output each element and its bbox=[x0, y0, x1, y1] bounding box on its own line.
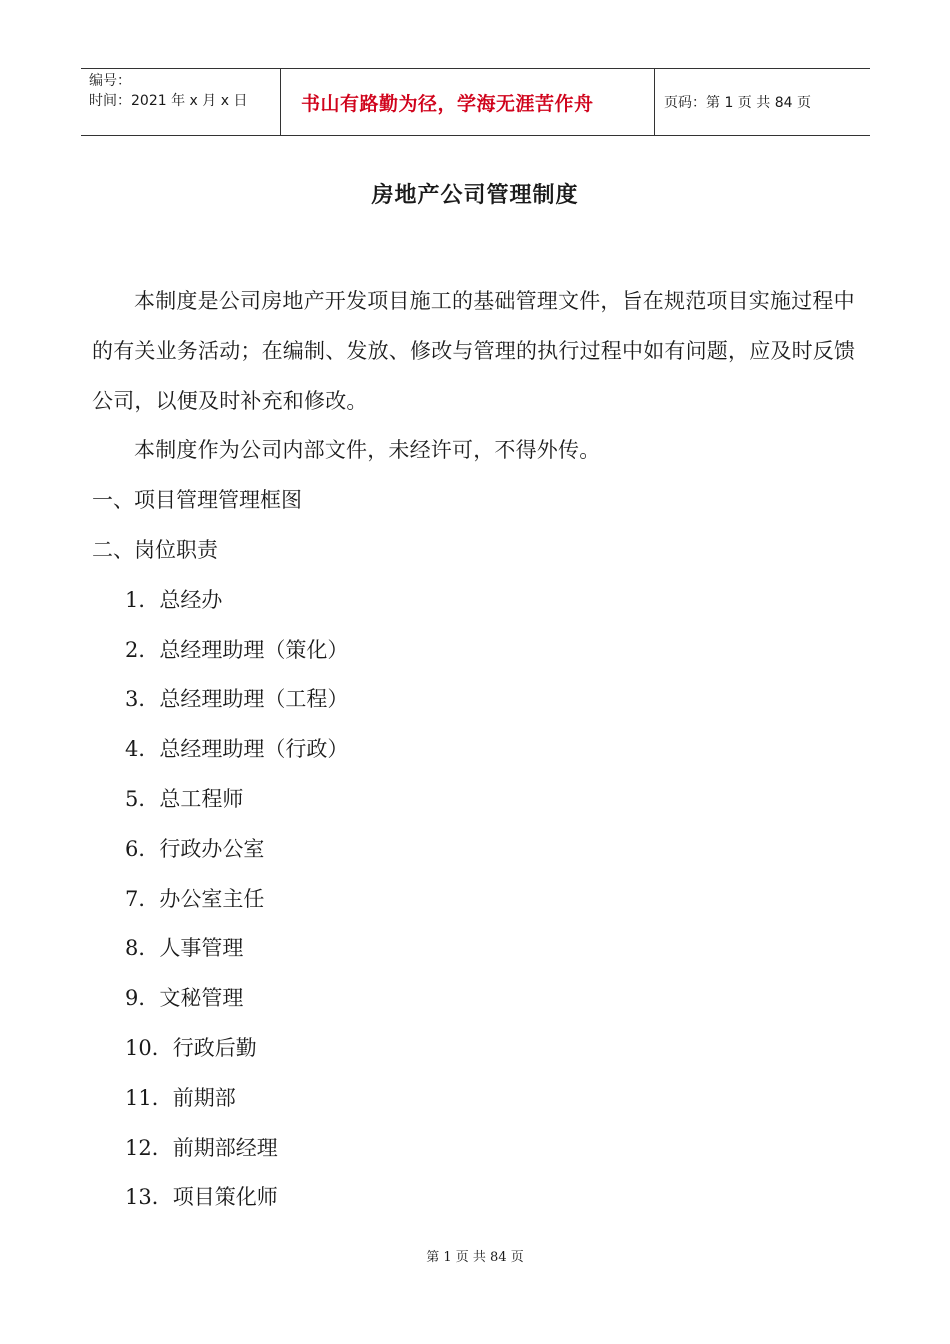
list-item: 3．总经理助理（工程） bbox=[125, 687, 349, 712]
list-item: 1．总经办 bbox=[125, 587, 223, 612]
header-motto-cell bbox=[281, 69, 655, 135]
list-item: 2．总经理助理（策化） bbox=[125, 637, 349, 662]
list-item: 6．行政办公室 bbox=[125, 836, 265, 861]
header-meta bbox=[81, 69, 281, 135]
number-label: 编号： bbox=[89, 73, 131, 89]
list-item: 13．项目策化师 bbox=[125, 1185, 278, 1210]
list-item: 10．行政后勤 bbox=[125, 1035, 257, 1060]
list-item: 5．总工程师 bbox=[125, 786, 244, 811]
document-body bbox=[92, 277, 860, 1223]
confidentiality-paragraph: 本制度作为公司内部文件，未经许可，不得外传。 bbox=[134, 438, 601, 463]
time-label: 时间：2021 年 x 月 x 日 bbox=[89, 93, 248, 109]
list-item: 11．前期部 bbox=[125, 1085, 236, 1110]
intro-paragraph: 本制度是公司房地产开发项目施工的基础管理文件，旨在规范项目实施过程中的有关业务活动；在编制、发放、修改与管理的执行过程中如有问题，应及时反馈公司，以便及时补充和修改。 bbox=[92, 289, 856, 413]
document-header bbox=[81, 68, 870, 136]
list-item: 12．前期部经理 bbox=[125, 1135, 278, 1160]
header-page-cell bbox=[655, 69, 870, 135]
page-info: 页码：第 1 页 共 84 页 bbox=[664, 95, 811, 111]
list-item: 7．办公室主任 bbox=[125, 886, 265, 911]
motto-text: 书山有路勤为径，学海无涯苦作舟 bbox=[301, 92, 594, 115]
section-heading-framework: 一、项目管理管理框图 bbox=[92, 488, 302, 513]
list-item: 9．文秘管理 bbox=[125, 986, 244, 1011]
list-item: 4．总经理助理（行政） bbox=[125, 737, 349, 762]
duty-list bbox=[92, 576, 860, 1223]
list-item: 8．人事管理 bbox=[125, 936, 244, 961]
document-title: 房地产公司管理制度 bbox=[371, 183, 579, 208]
page-footer: 第 1 页 共 84 页 bbox=[426, 1250, 524, 1265]
section-heading-duties: 二、岗位职责 bbox=[92, 537, 218, 562]
